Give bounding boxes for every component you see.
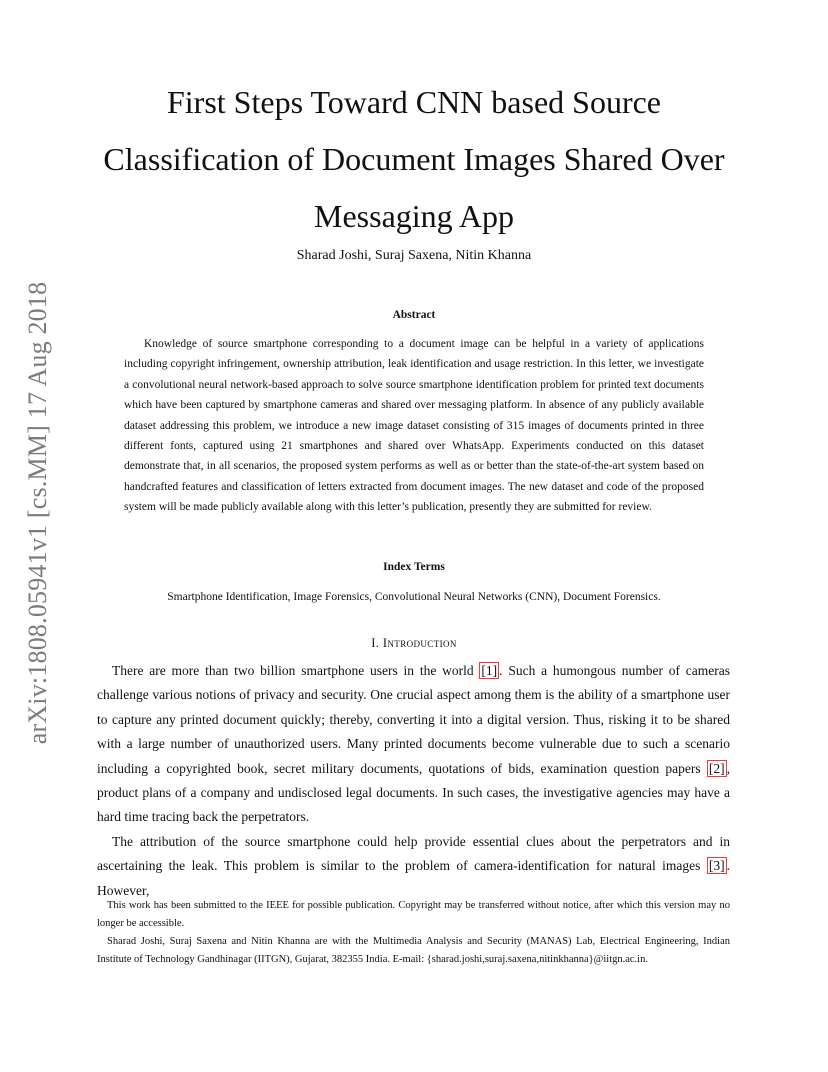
abstract-body: Knowledge of source smartphone corresponding to a document image can be helpful in a variety of applications including copyright infringement, ownership attribution, leak identification and usage restriction. In this letter, we investigate a convolutional neural network-based approach to solve source smartphone identification problem for printed text documents which have been captured by smartphone cameras and shared over messaging platform. In absence of any publicly available dataset addressing this problem, we introduce a new image dataset consisting of 315 images of documents printed in three different fonts, captured using 21 smartphones and shared over WhatsApp. Experiments conducted on this dataset demonstrate that, in all scenarios, the proposed system performs as well as or better than the state-of-the-art system based on handcrafted features and classification of letters extracted from document images. The new dataset and code of the proposed system will be made publicly available along with this letter’s publication, presently they are submitted for review.	[124, 338, 704, 514]
introduction-text	[97, 659, 730, 903]
citation-link[interactable]: [1]	[481, 663, 498, 678]
intro-paragraph-1	[97, 659, 730, 830]
intro-paragraph-2	[97, 830, 730, 903]
footnote-author-affiliation: Sharad Joshi, Suraj Saxena and Nitin Khanna are with the Multimedia Analysis and Security (MANAS) Lab, Electrical Engineering, Indian Institute of Technology Gandhinagar (IITGN), Gujarat, 382355 India. E-mail: {sharad.joshi,suraj.saxena,nitinkhanna}@iitgn.ac.in.	[97, 936, 730, 965]
abstract-heading: Abstract	[392, 309, 436, 321]
index-terms-body: Smartphone Identification, Image Forensics, Convolutional Neural Networks (CNN), Document Forensics.	[167, 591, 661, 603]
footnote-ieee-notice: This work has been submitted to the IEEE for possible publication. Copyright may be transferred without notice, after which this version may no longer be accessible.	[97, 900, 730, 929]
author-list: Sharad Joshi, Suraj Saxena, Nitin Khanna	[296, 248, 532, 263]
paper-title: First Steps Toward CNN based Source Classification of Document Images Shared Over Messaging App	[103, 84, 725, 234]
citation-link[interactable]: [3]	[708, 858, 725, 874]
index-terms-heading: Index Terms	[383, 561, 445, 573]
intro-p1-text-b: . Such a humongous number of cameras challenge various notions of privacy and security. One crucial aspect among them is the ability of a smartphone user to capture any printed document quickly; thereby, converting it into a digital version. Thus, risking it to be shared with a large number of unauthorized users. Many printed documents become vulnerable due to such a scenario including a copyrighted book, secret military documents, quotations of bids, examination question papers	[97, 663, 730, 776]
intro-p2-text-b: . However,	[97, 858, 730, 898]
intro-p2-text-a: The attribution of the source smartphone could help provide essential clues about the perpetrators and in ascertaining the leak. This problem is similar to the problem of camera-identification for natural images	[97, 833, 730, 874]
section-name: Introduction	[382, 636, 457, 650]
arxiv-side-stamp	[18, 265, 58, 760]
citation-link[interactable]: [2]	[708, 760, 725, 776]
section-heading-introduction	[100, 636, 728, 651]
arxiv-identifier: arXiv:1808.05941v1 [cs.MM] 17 Aug 2018	[23, 281, 52, 744]
intro-p1-text-c: , product plans of a company and undisclosed legal documents. In such cases, the investigative agencies may have a hard time tracing back the perpetrators.	[97, 760, 730, 825]
intro-p1-text-a: There are more than two billion smartphone users in the world	[112, 663, 480, 678]
section-number: I.	[371, 636, 380, 650]
